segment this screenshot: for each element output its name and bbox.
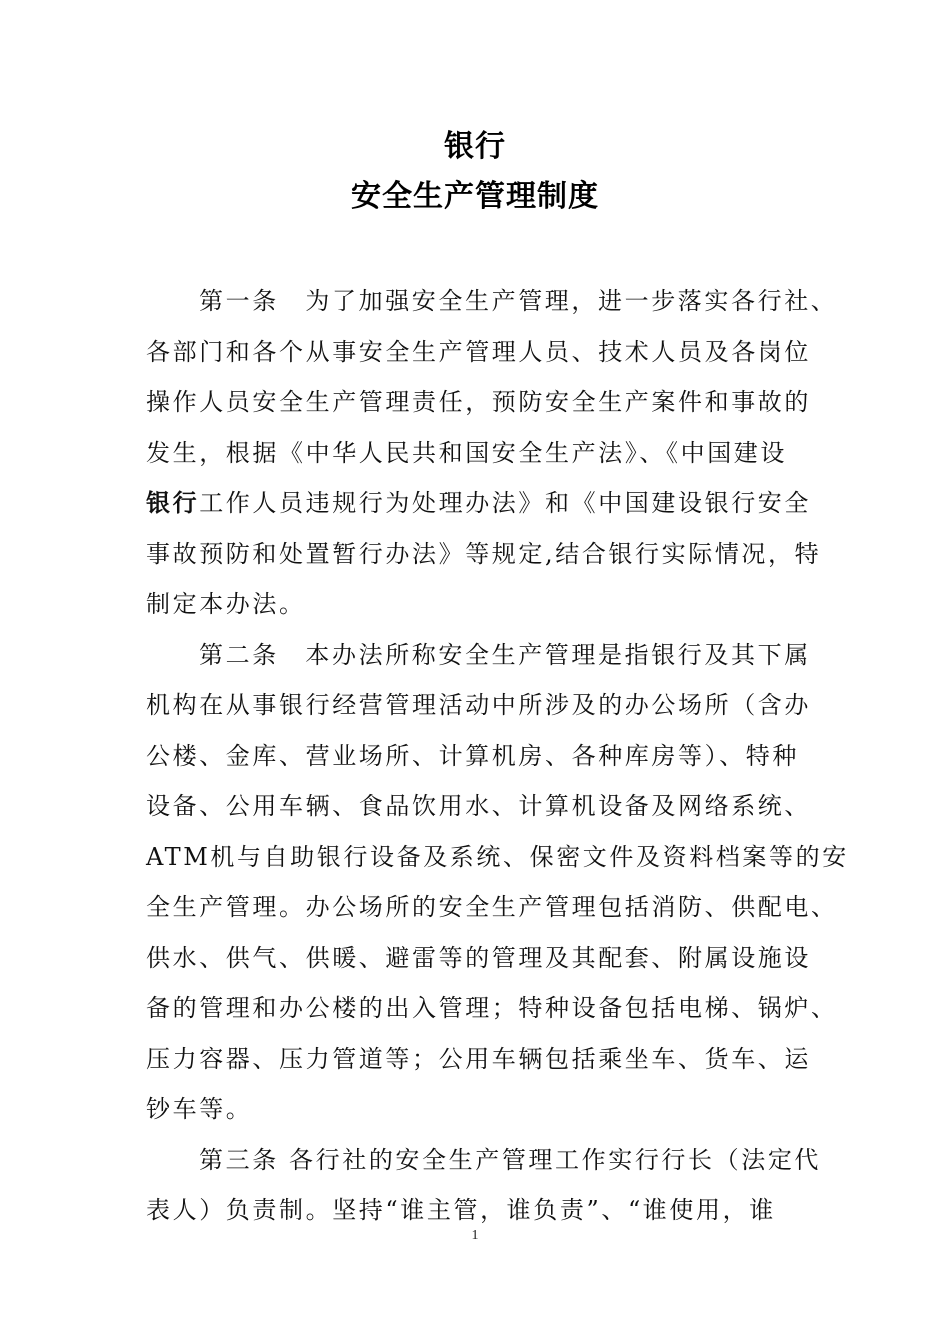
article-1-line-3: 操作人员安全生产管理责任，预防安全生产案件和事故的 bbox=[146, 388, 811, 416]
article-3-line-2: 表人）负责制。坚持“谁主管，谁负责”、“谁使用，谁 bbox=[146, 1196, 776, 1224]
article-1-line-4: 发生，根据《中华人民共和国安全生产法》、《中国建设 bbox=[146, 438, 787, 467]
article-1-line-6: 事故预防和处置暂行办法》等规定,结合银行实际情况，特 bbox=[146, 539, 822, 568]
article-2 bbox=[146, 630, 849, 1135]
article-2-line-1: 第二条 本办法所称安全生产管理是指银行及其下属 bbox=[199, 640, 811, 669]
article-2-line-3: 公楼、金库、营业场所、计算机房、各种库房等）、特种 bbox=[146, 741, 799, 770]
article-1 bbox=[146, 276, 838, 630]
page-number: 1 bbox=[471, 1228, 479, 1243]
article-2-line-10: 钞车等。 bbox=[146, 1095, 253, 1123]
title-line-regulation: 安全生产管理制度 bbox=[351, 179, 599, 214]
article-2-line-9: 压力容器、压力管道等；公用车辆包括乘坐车、货车、运 bbox=[146, 1044, 811, 1073]
article-1-line-5-rest: 工作人员违规行为处理办法》和《中国建设银行安全 bbox=[199, 489, 812, 517]
article-1-line-1: 第一条 为了加强安全生产管理，进一步落实各行社、 bbox=[199, 287, 838, 315]
article-2-line-2: 机构在从事银行经营管理活动中所涉及的办公场所（含办 bbox=[146, 691, 811, 719]
document-body bbox=[146, 276, 849, 1236]
article-2-line-8: 备的管理和办公楼的出入管理；特种设备包括电梯、锅炉、 bbox=[146, 994, 838, 1022]
article-1-line-7: 制定本办法。 bbox=[146, 590, 306, 618]
article-2-line-6: 全生产管理。办公场所的安全生产管理包括消防、供配电、 bbox=[146, 893, 838, 921]
document-title bbox=[0, 122, 950, 222]
article-1-line-2: 各部门和各个从事安全生产管理人员、技术人员及各岗位 bbox=[146, 337, 811, 366]
article-2-line-5: ATM机与自助银行设备及系统、保密文件及资料档案等的安 bbox=[146, 842, 849, 871]
article-1-line-5 bbox=[146, 478, 812, 529]
article-2-line-7: 供水、供气、供暖、避雷等的管理及其配套、附属设施设 bbox=[146, 943, 811, 972]
title-line-bank: 银行 bbox=[444, 129, 506, 164]
bank-bold-text: 银行 bbox=[146, 488, 200, 517]
article-2-line-4: 设备、公用车辆、食品饮用水、计算机设备及网络系统、 bbox=[146, 792, 811, 820]
article-3-line-1: 第三条 各行社的安全生产管理工作实行行长（法定代 bbox=[199, 1145, 822, 1174]
article-3 bbox=[146, 1135, 822, 1236]
